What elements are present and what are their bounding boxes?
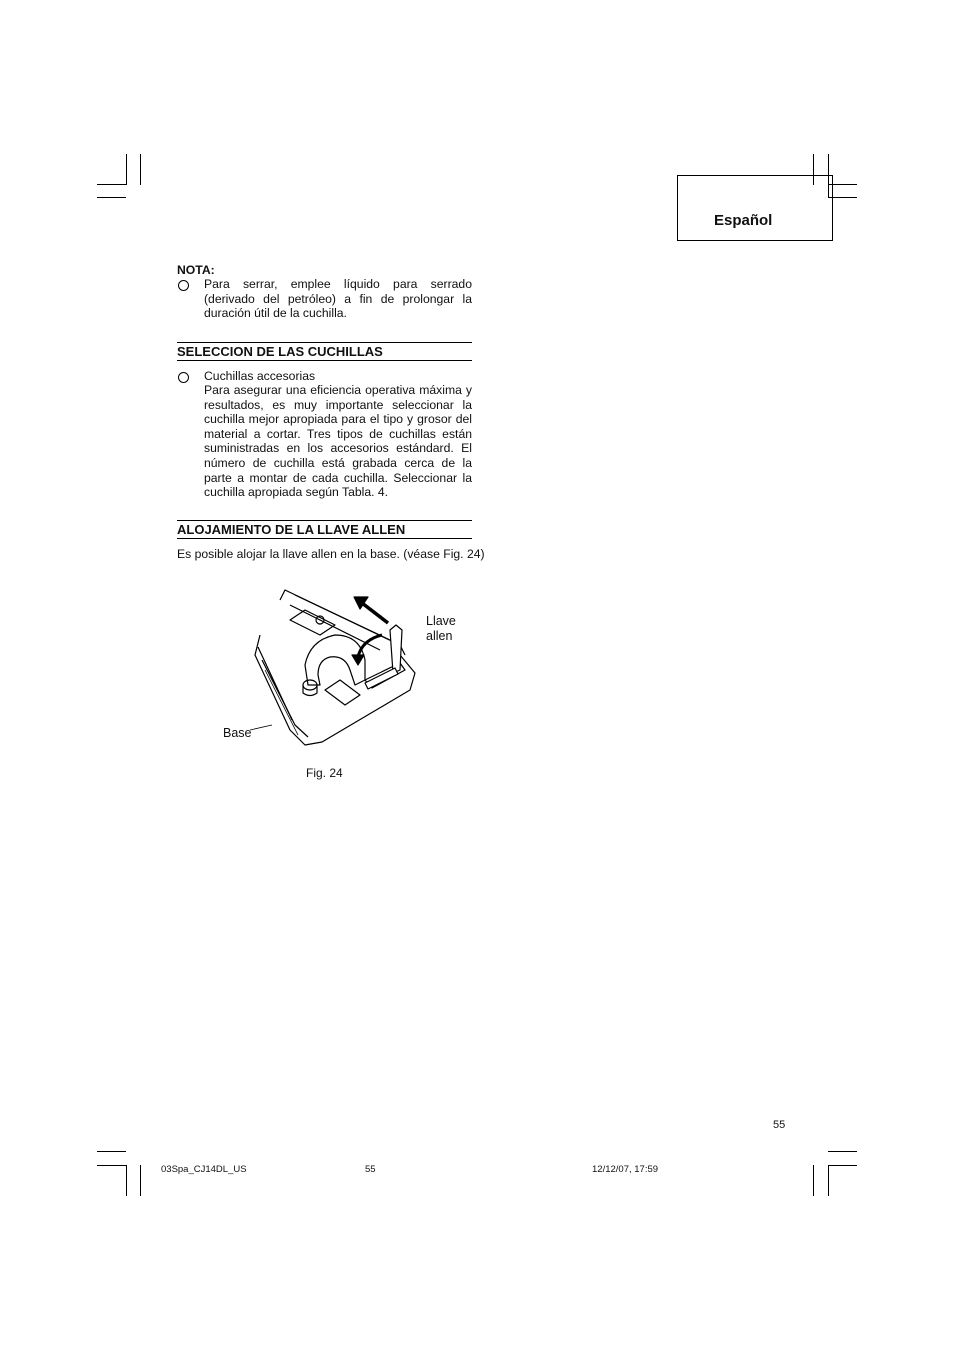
footer-file: 03Spa_CJ14DL_US bbox=[161, 1164, 247, 1175]
figure-caption: Fig. 24 bbox=[306, 766, 343, 780]
section-heading-seleccion: SELECCION DE LAS CUCHILLAS bbox=[177, 342, 472, 361]
language-tab bbox=[677, 175, 833, 241]
crop-mark bbox=[828, 1165, 829, 1196]
crop-mark bbox=[126, 1165, 127, 1196]
crop-mark bbox=[97, 197, 126, 198]
footer-timestamp: 12/12/07, 17:59 bbox=[592, 1164, 659, 1175]
crop-mark bbox=[140, 1165, 141, 1196]
figure-label-allen: allen bbox=[426, 629, 453, 643]
section-heading-alojamiento: ALOJAMIENTO DE LA LLAVE ALLEN bbox=[177, 520, 472, 539]
figure-24-illustration bbox=[250, 585, 430, 755]
figure-label-base: Base bbox=[223, 726, 252, 740]
crop-mark bbox=[140, 154, 141, 185]
crop-mark bbox=[828, 1151, 857, 1152]
nota-text: Para serrar, emplee líquido para serrado (derivado del petróleo) a fin de prolongar la duración útil de la cuchilla. bbox=[204, 277, 472, 321]
crop-mark bbox=[828, 1165, 857, 1166]
nota-title: NOTA: bbox=[177, 263, 215, 277]
crop-mark bbox=[813, 1165, 814, 1196]
alojamiento-text: Es posible alojar la llave allen en la base. (véase Fig. 24) bbox=[177, 547, 485, 561]
bullet-circle-icon bbox=[178, 372, 189, 383]
figure-label-llave: Llave bbox=[426, 614, 456, 628]
page-number: 55 bbox=[773, 1119, 786, 1131]
crop-mark bbox=[97, 1165, 126, 1166]
seleccion-item-title: Cuchillas accesorias bbox=[204, 369, 316, 383]
bullet-circle-icon bbox=[178, 280, 189, 291]
seleccion-text: Para asegurar una eficiencia operativa máxima y resultados, es muy importante seleccionar la cuchilla mejor apropiada para el tipo y grosor del material a cortar. Tres tipos de cuchillas están suministradas en los accesorios estándard. El número de cuchilla está grabada cerca de la parte a montar de cada cuchilla. Seleccionar la cuchilla apropiada según Tabla. 4. bbox=[204, 383, 472, 500]
crop-mark bbox=[126, 154, 127, 185]
footer-page: 55 bbox=[365, 1164, 376, 1175]
language-label: Español bbox=[714, 212, 773, 229]
crop-mark bbox=[97, 1151, 126, 1152]
crop-mark bbox=[97, 184, 126, 185]
